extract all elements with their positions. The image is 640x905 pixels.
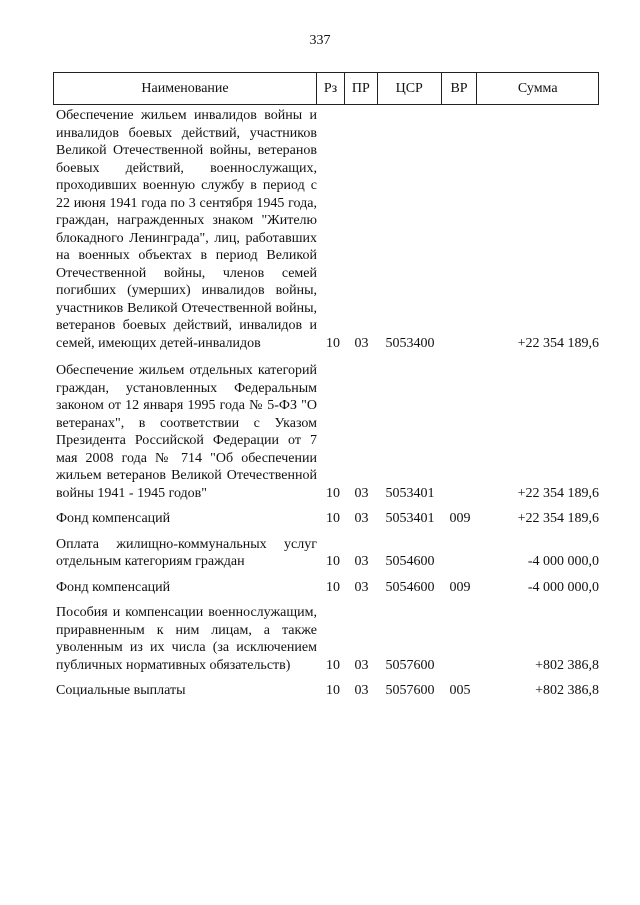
row-sum: +22 354 189,6 — [517, 335, 599, 351]
row-vr: 009 — [449, 579, 471, 595]
header-vr: ВР — [442, 73, 478, 104]
row-pr: 03 — [354, 485, 369, 501]
header-pr: ПР — [345, 73, 378, 104]
row-name: Фонд компенсаций — [56, 579, 171, 595]
row-pr: 03 — [354, 579, 369, 595]
row-sum: +802 386,8 — [535, 657, 599, 673]
table-row — [53, 510, 599, 528]
header-sum: Сумма — [517, 80, 558, 96]
row-pr: 03 — [354, 335, 369, 351]
row-name: Обеспечение жильем отдельных категорий граждан, установленных Федеральным законом от 12 января 1995 года № 5-ФЗ "О ветеранах", в соответствии с Указом Президента Российской Федерации от 7 мая 2008 года № 714 "Об обеспечении жильем ветеранов Великой Отечественной войны 1941 - 1945 годов" — [56, 363, 317, 501]
row-sum: +22 354 189,6 — [517, 511, 599, 526]
row-pr: 03 — [354, 657, 369, 673]
row-csr: 5057600 — [385, 683, 435, 698]
row-csr: 5053400 — [385, 335, 435, 351]
header-name: Наименование — [54, 73, 317, 104]
table-row — [53, 107, 599, 352]
row-rz: 10 — [326, 683, 340, 698]
row-name: Социальные выплаты — [56, 683, 186, 698]
row-sum: -4 000 000,0 — [527, 554, 599, 569]
table-row — [53, 362, 599, 502]
row-rz: 10 — [326, 335, 340, 351]
row-rz: 10 — [326, 485, 340, 501]
row-name: Пособия и компенсации военнослужащим, приравненным к ним лицам, а также уволенным из их числа (за исключением публичных нормативных обязательств) — [56, 605, 317, 673]
header-csr: ЦСР — [378, 73, 442, 104]
table-row — [53, 604, 599, 674]
row-sum: -4 000 000,0 — [527, 579, 599, 595]
table-body — [53, 107, 599, 700]
table-row — [53, 579, 599, 597]
row-sum: +802 386,8 — [535, 683, 599, 698]
row-rz: 10 — [326, 554, 340, 569]
page-number: 337 — [309, 33, 331, 48]
row-name: Фонд компенсаций — [56, 511, 171, 526]
table-row — [53, 682, 599, 700]
row-vr: 005 — [449, 683, 471, 698]
row-csr: 5053401 — [385, 511, 435, 526]
row-pr: 03 — [354, 683, 369, 698]
header-rz: Рз — [317, 73, 345, 104]
row-name: Обеспечение жильем инвалидов войны и инвалидов боевых действий, участников Великой Отечественной войны, ветеранов боевых действий, военнослужащих, проходивших военную службу в период с 22 июня 1941 года по 3 сентября 1945 года, граждан, награжденных знаком "Жителю блокадного Ленинграда", лиц, работавших на военных объектах в период Великой Отечественной войны, членов семей погибших (умерших) инвалидов войны, участников Великой Отечественной войны, ветеранов боевых действий, инвалидов и семей, имеющих детей-инвалидов — [56, 108, 317, 351]
row-pr: 03 — [354, 554, 369, 569]
row-csr: 5057600 — [385, 657, 435, 673]
table-header — [53, 72, 599, 105]
row-rz: 10 — [326, 657, 340, 673]
table-row — [53, 536, 599, 571]
row-pr: 03 — [354, 511, 369, 526]
row-rz: 10 — [326, 511, 340, 526]
row-csr: 5054600 — [385, 579, 435, 595]
row-csr: 5053401 — [385, 485, 435, 501]
row-sum: +22 354 189,6 — [517, 485, 599, 501]
row-csr: 5054600 — [385, 554, 435, 569]
row-vr: 009 — [449, 511, 471, 526]
row-rz: 10 — [326, 579, 340, 595]
row-name: Оплата жилищно-коммунальных услуг отдельным категориям граждан — [56, 536, 317, 569]
